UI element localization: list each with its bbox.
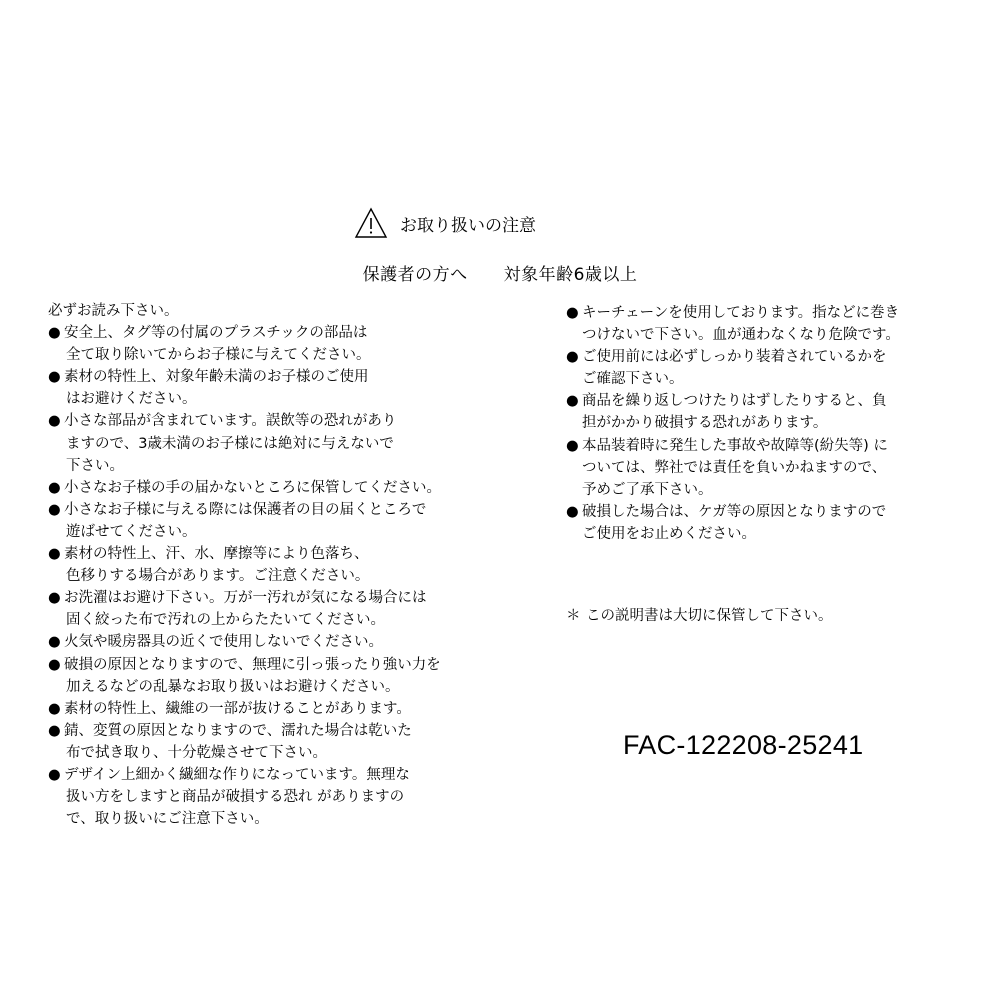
bullet-icon: ● <box>48 325 61 342</box>
caution-item <box>48 587 488 631</box>
caution-text-continued: つけないで下さい。血が通わなくなり危険です。 <box>582 327 900 344</box>
bullet-icon: ● <box>48 656 61 673</box>
bullet-icon: ● <box>48 766 61 783</box>
caution-text: 小さなお子様に与える際には保護者の目の届くところで <box>64 501 427 518</box>
bullet-icon: ● <box>48 479 61 496</box>
bullet-icon: ● <box>48 413 61 430</box>
caution-text-continued: 全て取り除いてからお子様に与えてください。 <box>66 347 371 364</box>
bullet-icon: ● <box>48 369 61 386</box>
caution-item <box>48 410 488 476</box>
caution-text-continued: ご使用をお止めください。 <box>582 525 756 542</box>
bullet-icon: ● <box>48 634 61 651</box>
caution-item <box>566 390 966 434</box>
bullet-icon: ● <box>48 700 61 717</box>
caution-item-first-line <box>48 477 488 499</box>
caution-text: 本品装着時に発生した事故や故障等(紛失等) に <box>582 437 888 454</box>
note-text: この説明書は大切に保管して下さい。 <box>586 608 833 624</box>
caution-item-first-line <box>48 698 488 720</box>
caution-item-first-line <box>566 302 966 324</box>
right-column <box>566 302 966 545</box>
bullet-icon: ● <box>48 590 61 607</box>
caution-item <box>48 322 488 366</box>
caution-item-first-line <box>48 322 488 344</box>
caution-item <box>48 698 488 720</box>
caution-item <box>566 501 966 545</box>
audience-label: 保護者の方へ <box>362 265 468 285</box>
caution-text-continued: ついては、弊社では責任を負いかねますので、 <box>582 459 887 476</box>
warning-triangle-icon <box>354 207 388 239</box>
caution-item-first-line <box>48 654 488 676</box>
caution-item <box>566 302 966 346</box>
caution-text: 素材の特性上、汗、水、摩擦等により色落ち、 <box>64 546 369 563</box>
bullet-icon: ● <box>566 503 579 520</box>
caution-text: お洗濯はお避け下さい。万が一汚れが気になる場合には <box>64 590 427 607</box>
caution-text-continued: で、取り扱いにご注意下さい。 <box>66 811 269 828</box>
caution-item <box>48 543 488 587</box>
note-mark: ＊ <box>566 608 581 624</box>
caution-item <box>566 435 966 501</box>
caution-item <box>48 499 488 543</box>
caution-item-first-line <box>48 543 488 565</box>
caution-item-first-line <box>566 390 966 412</box>
product-code: FAC-122208-25241 <box>623 730 864 760</box>
caution-text: 安全上、タグ等の付属のプラスチックの部品は <box>64 325 368 342</box>
caution-item-first-line <box>48 631 488 653</box>
caution-item-first-line <box>48 764 488 786</box>
bullet-icon: ● <box>48 722 61 739</box>
caution-item-first-line <box>48 410 488 432</box>
caution-text-continued: 固く絞った布で汚れの上からたたいてください。 <box>66 612 385 629</box>
caution-text: 小さな部品が含まれています。誤飲等の恐れがあり <box>64 413 397 430</box>
bullet-icon: ● <box>566 305 579 321</box>
caution-text-continued: 色移りする場合があります。ご注意ください。 <box>66 568 370 585</box>
page-title: お取り扱いの注意 <box>400 215 536 236</box>
caution-text: 破損した場合は、ケガ等の原因となりますので <box>582 503 887 520</box>
caution-text: 火気や暖房器具の近くで使用しないでください。 <box>64 634 383 651</box>
caution-text-continued: 遊ばせてください。 <box>66 523 197 540</box>
title-row <box>0 207 1000 239</box>
caution-text: 小さなお子様の手の届かないところに保管してください。 <box>64 479 441 496</box>
left-column <box>48 300 488 830</box>
caution-item-first-line <box>48 366 488 388</box>
caution-text: キーチェーンを使用しております。指などに巻き <box>582 305 900 321</box>
caution-text-continued: 扱い方をしますと商品が破損する恐れ がありますの <box>66 789 405 806</box>
caution-item <box>48 764 488 830</box>
bullet-icon: ● <box>566 437 579 454</box>
caution-item-first-line <box>48 587 488 609</box>
caution-text: 素材の特性上、対象年齢未満のお子様のご使用 <box>64 369 369 386</box>
caution-item <box>48 366 488 410</box>
intro-text: 必ずお読み下さい。 <box>48 303 179 319</box>
caution-text-continued: はお避けください。 <box>66 391 197 408</box>
bullet-icon: ● <box>566 393 579 410</box>
caution-text: 錆、変質の原因となりますので、濡れた場合は乾いた <box>64 722 412 739</box>
caution-item-first-line <box>566 346 966 368</box>
bullet-icon: ● <box>48 501 61 518</box>
caution-text-continued: ますので、3歳未満のお子様には絶対に与えないで <box>66 435 394 452</box>
caution-text: 素材の特性上、繊維の一部が抜けることがあります。 <box>64 700 411 717</box>
caution-text: 商品を繰り返しつけたりはずしたりすると、負 <box>582 393 887 410</box>
bullet-icon: ● <box>48 546 61 563</box>
caution-text-continued: 予めご了承下さい。 <box>582 481 713 498</box>
caution-item-first-line <box>566 501 966 523</box>
caution-item-first-line <box>48 720 488 742</box>
caution-item <box>48 631 488 653</box>
caution-text: デザイン上細かく繊細な作りになっています。無理な <box>64 766 410 783</box>
caution-item <box>48 477 488 499</box>
caution-text: 破損の原因となりますので、無理に引っ張ったり強い力を <box>64 656 441 673</box>
caution-text-continued: 布で拭き取り、十分乾燥させて下さい。 <box>66 744 327 761</box>
caution-text-continued: 担がかかり破損する恐れがあります。 <box>582 415 828 432</box>
caution-text-continued: ご確認下さい。 <box>582 371 684 388</box>
caution-text-continued: 下さい。 <box>66 457 124 474</box>
caution-text-continued: 加えるなどの乱暴なお取り扱いはお避けください。 <box>66 678 400 695</box>
caution-item-first-line <box>566 435 966 457</box>
caution-item <box>566 346 966 390</box>
subtitle <box>0 260 1000 285</box>
caution-item <box>48 654 488 698</box>
caution-text: ご使用前には必ずしっかり装着されているかを <box>582 349 887 366</box>
age-label: 対象年齢6歳以上 <box>503 265 638 285</box>
bullet-icon: ● <box>566 349 579 366</box>
storage-note <box>566 604 833 625</box>
caution-item <box>48 720 488 764</box>
caution-item-first-line <box>48 499 488 521</box>
